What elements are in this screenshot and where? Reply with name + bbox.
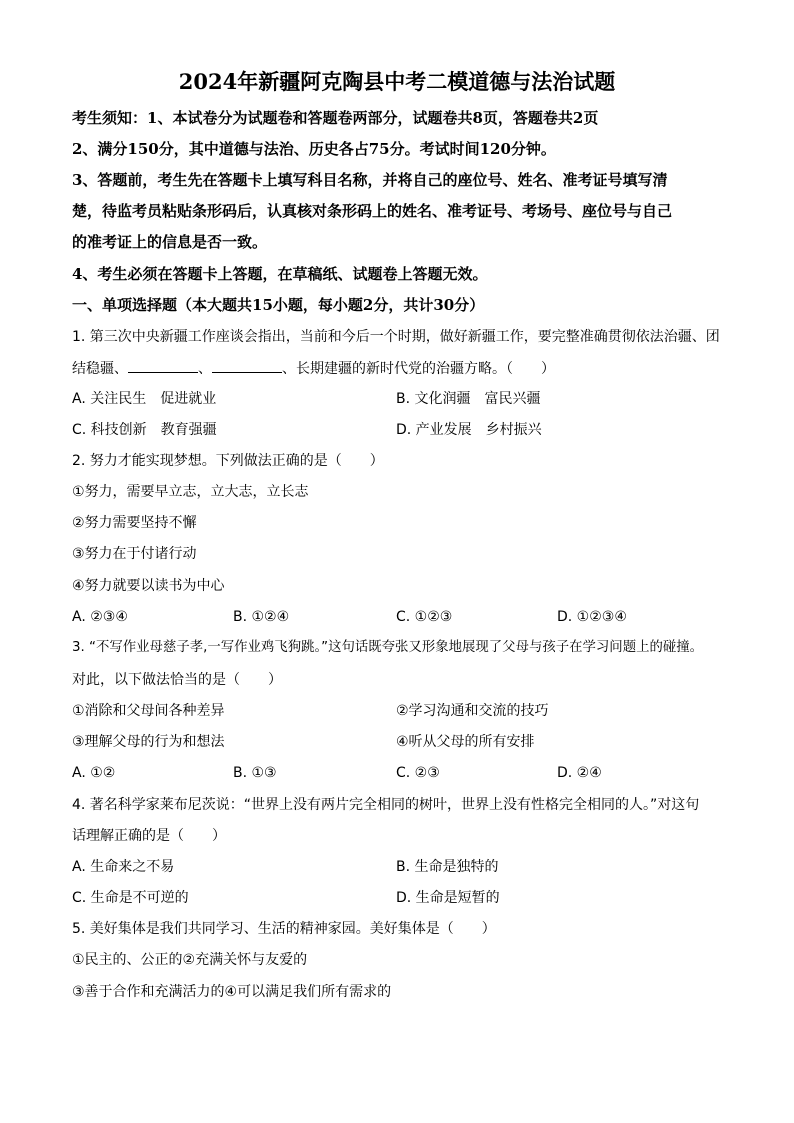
q1-stem-a: 1. 第三次中央新疆工作座谈会指出，当前和今后一个时期，做好新疆工作，要完整准确贯彻依法治疆、团 (72, 329, 720, 345)
q3-statement-3: ③理解父母的行为和想法 (72, 734, 225, 750)
q4-option-d: D. 生命是短暂的 (396, 890, 500, 906)
q3-option-d: D. ②④ (557, 765, 602, 781)
q1-stem-b3: 、长期建疆的新时代党的治疆方略。（ ） (282, 361, 555, 377)
q3-statement-4: ④听从父母的所有安排 (396, 734, 535, 750)
q1-option-c: C. 科技创新 教育强疆 (72, 422, 217, 438)
q3-stem-a: 3. “不写作业母慈子孝,一写作业鸡飞狗跳。”这句话既夸张又形象地展现了父母与孩子在学习问题上的碰撞。 (72, 640, 704, 655)
q2-option-a: A. ②③④ (72, 609, 128, 625)
q4-stem-b: 话理解正确的是（ ） (72, 828, 226, 844)
q5-statements-3-4: ③善于合作和充满活力的④可以满足我们所有需求的 (72, 984, 392, 1000)
q4-option-a: A. 生命来之不易 (72, 859, 175, 875)
q2-option-d: D. ①②③④ (557, 609, 627, 625)
q1-option-a: A. 关注民生 促进就业 (72, 391, 217, 407)
q3-option-c: C. ②③ (396, 765, 440, 781)
q5-stem: 5. 美好集体是我们共同学习、生活的精神家园。美好集体是（ ） (72, 921, 496, 937)
q2-stem: 2. 努力才能实现梦想。下列做法正确的是（ ） (72, 453, 384, 469)
note-4: 4、考生必须在答题卡上答题，在草稿纸、试题卷上答题无效。 (72, 265, 488, 283)
note-3b: 楚，待监考员粘贴条形码后，认真核对条形码上的姓名、准考证号、考场号、座位号与自己 (72, 202, 673, 220)
q2-option-c: C. ①②③ (396, 609, 453, 625)
q1-stem-b (72, 358, 555, 379)
note-3c: 的准考证上的信息是否一致。 (72, 233, 268, 251)
q1-option-b: B. 文化润疆 富民兴疆 (396, 391, 541, 407)
q2-statement-4: ④努力就要以读书为中心 (72, 578, 225, 594)
page-title: 2024年新疆阿克陶县中考二模道德与法治试题 (178, 69, 616, 94)
section-heading: 一、单项选择题（本大题共15小题，每小题2分，共计30分） (72, 296, 485, 314)
q1-stem-b2: 、 (198, 361, 212, 377)
q2-statement-3: ③努力在于付诸行动 (72, 546, 197, 562)
q1-option-d: D. 产业发展 乡村振兴 (396, 422, 542, 438)
q3-stem-b: 对此，以下做法恰当的是（ ） (72, 672, 282, 688)
q3-statement-1: ①消除和父母间各种差异 (72, 703, 225, 719)
q3-statement-2: ②学习沟通和交流的技巧 (396, 703, 549, 719)
q3-option-b: B. ①③ (233, 765, 277, 781)
q2-statement-1: ①努力，需要早立志，立大志，立长志 (72, 484, 309, 500)
note-2: 2、满分150分，其中道德与法治、历史各占75分。考试时间120分钟。 (72, 140, 556, 158)
q2-statement-2: ②努力需要坚持不懈 (72, 515, 197, 531)
answer-blank (128, 358, 198, 373)
note-3a: 3、答题前，考生先在答题卡上填写科目名称，并将自己的座位号、姓名、准考证号填写清 (72, 171, 668, 189)
q2-option-b: B. ①②④ (233, 609, 290, 625)
q4-option-c: C. 生命是不可逆的 (72, 890, 189, 906)
q4-stem-a: 4. 著名科学家莱布尼茨说：“世界上没有两片完全相同的树叶，世界上没有性格完全相同的人。”对这句 (72, 797, 700, 813)
q4-option-b: B. 生命是独特的 (396, 859, 499, 875)
note-1: 考生须知：1、本试卷分为试题卷和答题卷两部分，试题卷共8页，答题卷共2页 (72, 109, 599, 127)
q5-statements-1-2: ①民主的、公正的②充满关怀与友爱的 (72, 952, 308, 968)
q1-stem-b1: 结稳疆、 (72, 361, 128, 377)
answer-blank (212, 358, 282, 373)
q3-option-a: A. ①② (72, 765, 116, 781)
